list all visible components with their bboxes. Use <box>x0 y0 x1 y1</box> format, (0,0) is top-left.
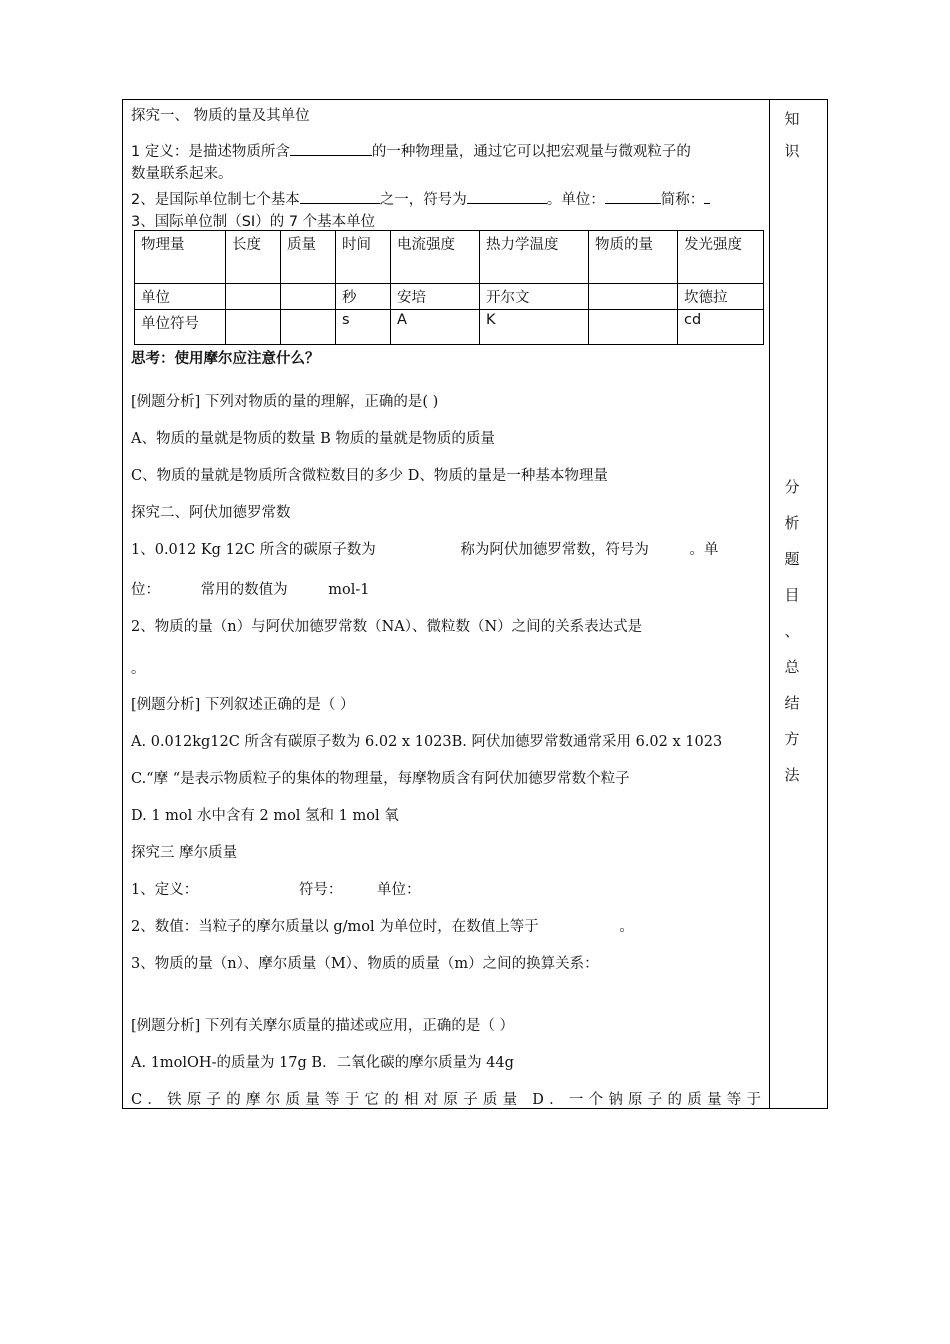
s3-item1: 1、定义： 符号： 单位： <box>131 882 421 898</box>
s2-item1-cont: 位： 常用的数值为 mol-1 <box>131 582 370 598</box>
example2-options-ab: A. 0.012kg12C 所含有碳原子数为 6.02 x 1023B. 阿伏加德罗常数通常采用 6.02 x 1023 <box>131 734 723 750</box>
section3-heading: 探究三 摩尔质量 <box>131 845 238 861</box>
example2-question: [例题分析] 下列叙述正确的是（ ） <box>131 697 355 713</box>
s1-item2: 2、是国际单位制七个基本 之一，符号为 。单位： 简称： <box>131 188 710 209</box>
s1-definition-cont: 数量联系起来。 <box>131 166 233 182</box>
blank <box>467 189 547 204</box>
s3-item2: 2、数值：当粒子的摩尔质量以 g/mol 为单位时，在数值上等于 。 <box>131 919 634 935</box>
blank <box>605 189 661 204</box>
table-row: 物理量 长度 质量 时间 电流强度 热力学温度 物质的量 发光强度 <box>135 231 764 284</box>
s2-item2-end: 。 <box>131 661 146 677</box>
si-units-table <box>134 230 764 345</box>
s3-item3: 3、物质的量（n）、摩尔质量（M）、物质的质量（m）之间的换算关系： <box>131 956 599 972</box>
side-label-analysis: 分 析 题 目 、 总 结 方 法 <box>784 478 800 784</box>
example1-options-cd: C、物质的量就是物质所含微粒数目的多少 D、物质的量是一种基本物理量 <box>131 468 608 484</box>
example3-options-ab: A. 1molOH-的质量为 17g B．二氧化碳的摩尔质量为 44g <box>131 1055 514 1071</box>
side-label-knowledge: 知 识 <box>784 110 800 160</box>
example1-question: [例题分析] 下列对物质的量的理解，正确的是( ) <box>131 394 439 410</box>
blank <box>704 189 710 204</box>
table-row: 单位符号 s A K cd <box>135 310 764 345</box>
s2-item2: 2、物质的量（n）与阿伏加德罗常数（NA）、微粒数（N）之间的关系表达式是 <box>131 619 643 635</box>
example3-options-cd: C．铁原子的摩尔质量等于它的相对原子质量 D．一个钠原子的质量等于 <box>131 1092 761 1108</box>
blank <box>290 141 372 156</box>
example3-question: [例题分析] 下列有关摩尔质量的描述或应用，正确的是（ ） <box>131 1018 515 1034</box>
s1-definition-line: 1 定义：是描述物质所含 的一种物理量，通过它可以把宏观量与微观粒子的 <box>131 140 691 161</box>
example1-options-ab: A、物质的量就是物质的数量 B 物质的量就是物质的质量 <box>131 431 495 447</box>
s1-item3: 3、国际单位制（SI）的 7 个基本单位 <box>131 214 376 230</box>
blank <box>300 189 380 204</box>
example2-option-d: D. 1 mol 水中含有 2 mol 氢和 1 mol 氧 <box>131 808 399 824</box>
section2-heading: 探究二、阿伏加德罗常数 <box>131 505 291 521</box>
s2-item1: 1、0.012 Kg 12C 所含的碳原子数为 称为阿伏加德罗常数，符号为 。单 <box>131 542 719 558</box>
example2-option-c: C.“摩 “是表示物质粒子的集体的物理量，每摩物质含有阿伏加德罗常数个粒子 <box>131 771 630 787</box>
think-question: 思考：使用摩尔应注意什么？ <box>131 351 320 367</box>
side-column <box>769 99 828 1109</box>
section1-heading: 探究一、 物质的量及其单位 <box>131 108 310 124</box>
table-row: 单位 秒 安培 开尔文 坎德拉 <box>135 284 764 310</box>
